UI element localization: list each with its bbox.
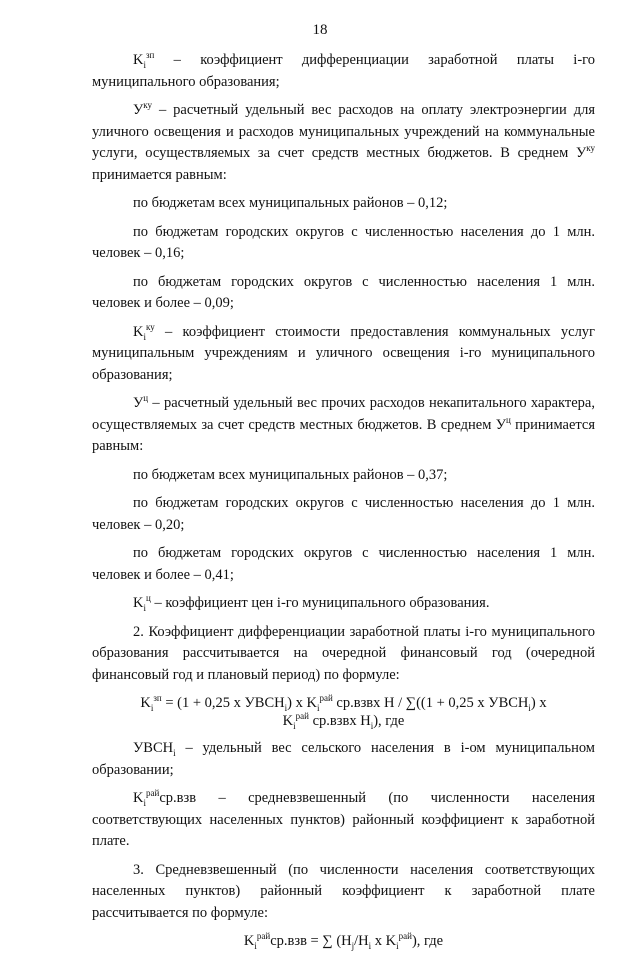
- subscript: i: [284, 702, 288, 713]
- formula-text: /Н: [354, 933, 369, 949]
- paragraph-ku-districts: по бюджетам всех муниципальных районов – 0,12;: [133, 195, 448, 211]
- paragraph-u-c: [92, 393, 595, 458]
- paragraph-c-districts: по бюджетам всех муниципальных районов – 0,37;: [133, 466, 448, 483]
- formula-symbol: K: [282, 713, 294, 729]
- superscript: ц: [146, 593, 151, 603]
- formula-text: ) x K: [287, 695, 317, 711]
- subscript: i: [143, 602, 146, 613]
- superscript: рай: [295, 711, 309, 721]
- paragraph-ku-small-cities: по бюджетам городских округов с численностью населения до 1 млн. человек – 0,16;: [92, 223, 595, 261]
- formula-text: ср.взвх Н: [308, 713, 371, 729]
- superscript: ку: [143, 100, 153, 110]
- definition-text: ср.взв – средневзвешенный (по численности населения соответствующих населенных пунктов) районный коэффициент к заработной плате.: [92, 790, 595, 849]
- superscript: рай: [319, 693, 333, 703]
- superscript: ку: [586, 143, 595, 153]
- paragraph-k-rai: [92, 788, 595, 853]
- symbol: K: [133, 595, 144, 611]
- superscript: ц: [506, 414, 511, 425]
- symbol: У: [495, 416, 506, 433]
- subscript: i: [316, 702, 320, 713]
- superscript: ку: [146, 321, 155, 332]
- formula-symbol: K: [140, 695, 151, 711]
- subscript: i: [143, 331, 146, 342]
- formula-wage-coefficient: [92, 694, 595, 730]
- paragraph-uvsn: [92, 738, 595, 781]
- formula-text: = (1 + 0,25 x УВСН: [161, 695, 285, 711]
- subscript: i: [173, 747, 176, 758]
- definition-text: – расчетный удельный вес прочих расходов некапитального характера, осуществляемых за счет средств местных бюджетов. В среднем: [92, 395, 595, 433]
- subscript: i: [254, 940, 257, 951]
- definition-text: – удельный вес сельского населения в i-ом муниципальном образовании;: [92, 740, 595, 778]
- symbol: K: [133, 323, 144, 340]
- definition-text: принимается равным:: [92, 416, 596, 454]
- subscript: i: [143, 797, 146, 808]
- paragraph-k-zp: [92, 50, 595, 93]
- formula-line-2: [92, 712, 595, 730]
- symbol: K: [133, 790, 144, 806]
- formula-text: ср.взвх Н / ∑((1 + 0,25 x УВСН: [332, 695, 529, 711]
- symbol: УВСН: [133, 740, 174, 756]
- paragraph-section-3: 3. Средневзвешенный (по численности населения соответствующих населенных пунктов) районный коэффициент к заработной плате рассчитывается по формуле:: [92, 861, 595, 921]
- paragraph-u-ku: [92, 100, 595, 186]
- subscript: i: [150, 702, 154, 713]
- superscript: рай: [256, 931, 271, 941]
- paragraph-k-c: [92, 593, 595, 615]
- superscript: рай: [146, 788, 160, 798]
- paragraph-c-large-cities: по бюджетам городских округов с численностью населения 1 млн. человек и более – 0,41;: [92, 545, 595, 583]
- superscript: ц: [143, 393, 149, 403]
- subscript: j: [351, 940, 355, 951]
- formula-symbol: K: [243, 933, 255, 949]
- paragraph-c-small-cities: по бюджетам городских округов с численностью населения до 1 млн. человек – 0,20;: [92, 495, 595, 533]
- paragraph-k-ku: [92, 322, 595, 387]
- symbol: У: [575, 145, 587, 161]
- definition-text: принимается равным:: [92, 166, 227, 183]
- subscript: i: [370, 720, 374, 731]
- document-body: [92, 50, 595, 958]
- formula-text: ) x: [530, 695, 547, 711]
- subscript: i: [528, 702, 531, 713]
- formula-weighted-coefficient: [92, 932, 595, 950]
- symbol: У: [133, 395, 144, 411]
- subscript: i: [143, 59, 146, 70]
- formula-text: ), где: [373, 713, 405, 729]
- symbol: K: [133, 52, 144, 68]
- superscript: рай: [398, 931, 412, 941]
- page-number: 18: [312, 22, 328, 38]
- formula-text: ср.взв = ∑ (Н: [270, 933, 352, 949]
- formula-text: ), где: [411, 933, 444, 949]
- formula-text: x K: [371, 933, 397, 949]
- definition-text: – коэффициент цен i-го муниципального образования.: [150, 595, 490, 611]
- symbol: У: [133, 102, 144, 118]
- superscript: зп: [153, 693, 162, 703]
- paragraph-ku-large-cities: по бюджетам городских округов с численностью населения 1 млн. человек и более – 0,09;: [92, 273, 595, 311]
- definition-text: – коэффициент стоимости предоставления коммунальных услуг муниципальным учреждениям и уличного освещения i-го муниципального образования;: [92, 323, 595, 383]
- superscript: зп: [146, 50, 155, 60]
- definition-text: – расчетный удельный вес расходов на оплату электроэнергии для уличного освещения и расходов муниципальных учреждений на коммунальные услуги, осуществляемых за счет средств местных бюджетов. В среднем: [92, 102, 595, 161]
- definition-text: – коэффициент дифференциации заработной платы i-го муниципального образования;: [92, 52, 595, 90]
- subscript: i: [396, 940, 399, 951]
- paragraph-section-2: 2. Коэффициент дифференциации заработной платы i-го муниципального образования рассчитывается на очередной финансовый год (очередной финансовый год и плановый период) по формуле:: [92, 623, 595, 683]
- formula-line-1: [92, 694, 595, 712]
- subscript: i: [368, 940, 372, 951]
- subscript: i: [293, 720, 296, 731]
